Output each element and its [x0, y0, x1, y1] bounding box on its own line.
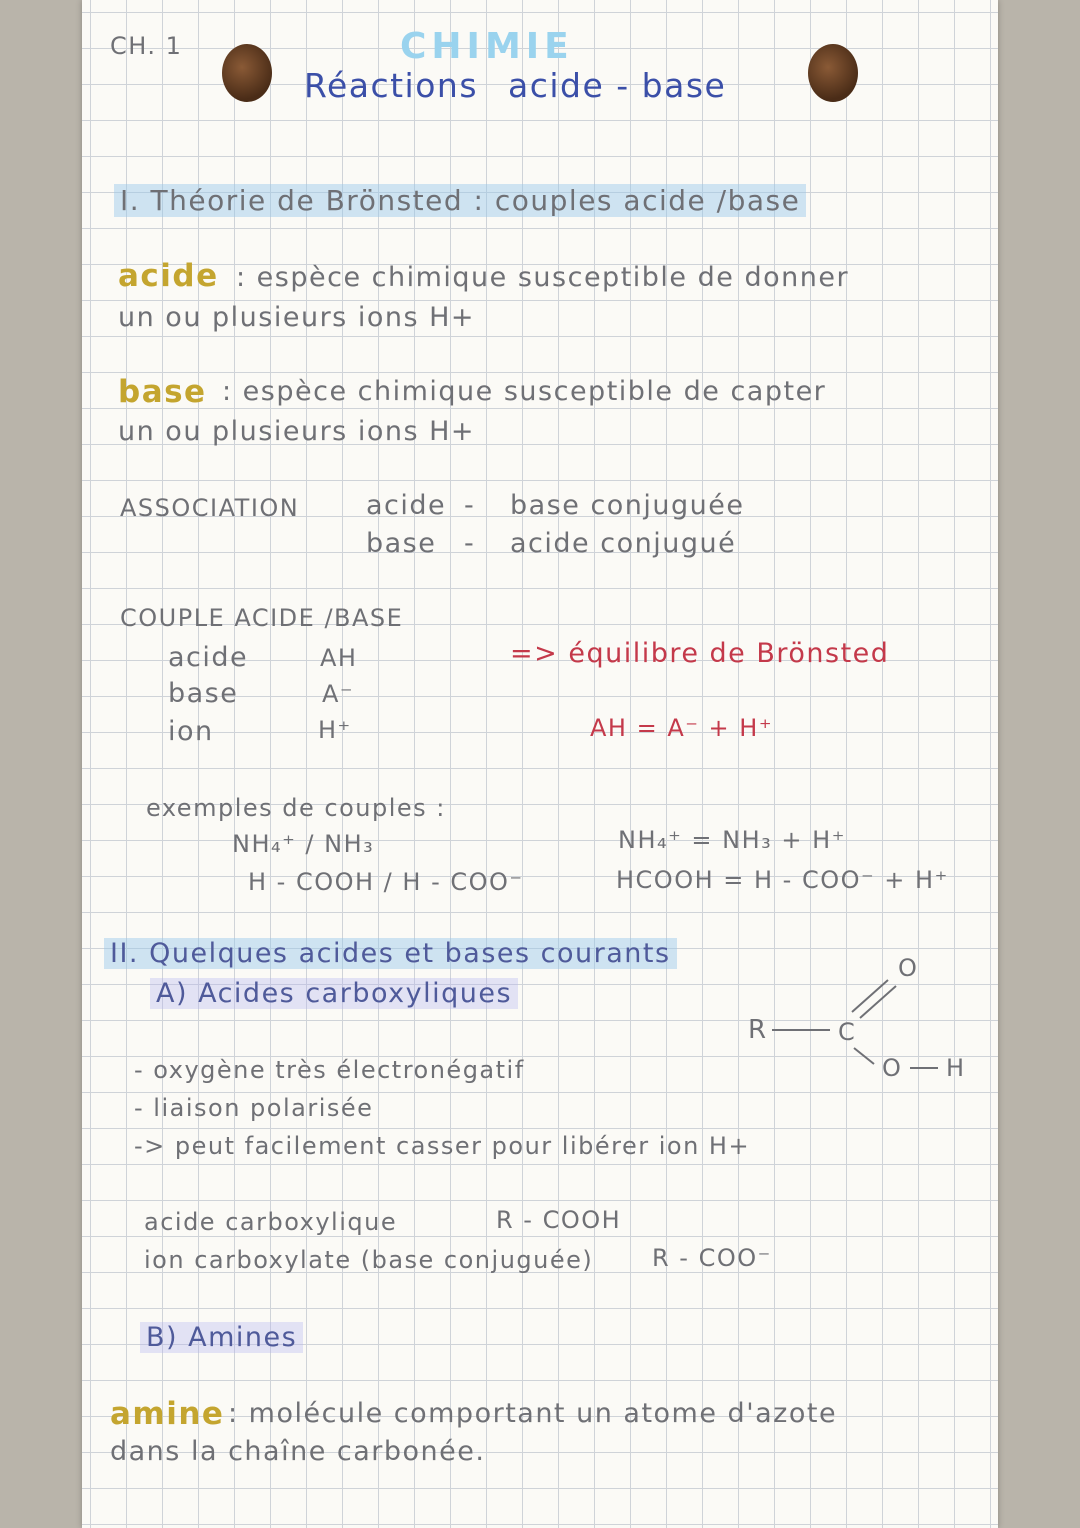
acid-formula: R - COOH [496, 1206, 622, 1234]
carboxyl-structure-diagram [732, 946, 992, 1086]
couple-name: ion [168, 716, 214, 747]
acide-definition-line1: : espèce chimique susceptible de donner [236, 262, 850, 293]
examples-label: exemples de couples : [146, 794, 446, 822]
ion-formula: R - COO⁻ [652, 1244, 772, 1272]
couple-row-base [168, 678, 238, 709]
punch-hole-icon [808, 44, 858, 102]
term-acide: acide [118, 258, 219, 294]
subsection-a-heading: A) Acides carboxyliques [150, 978, 518, 1009]
double-bond-line [860, 986, 896, 1018]
title-right: acide - base [508, 66, 727, 105]
bond-c-o [854, 1048, 874, 1064]
couple-name: acide [168, 642, 249, 673]
association-label: ASSOCIATION [120, 494, 300, 522]
couple-name: base [168, 678, 239, 709]
note-line: - oxygène très électronégatif [134, 1056, 525, 1084]
section-2-heading: II. Quelques acides et bases courants [104, 938, 677, 969]
couple-symbol: H⁺ [318, 716, 352, 744]
association-1-left: acide [366, 490, 447, 521]
chapter-label: CH. 1 [110, 32, 183, 60]
association-2-dash: - [464, 528, 476, 559]
note-line: -> peut facilement casser pour libérer ion H+ [134, 1132, 751, 1160]
example-couple: NH₄⁺ / NH₃ [232, 830, 375, 858]
equilibrium-label: => équilibre de Brönsted [510, 638, 890, 669]
example-equation: HCOOH = H - COO⁻ + H⁺ [616, 866, 949, 894]
acid-label: acide carboxylique [144, 1208, 398, 1236]
example-equation: NH₄⁺ = NH₃ + H⁺ [618, 826, 846, 854]
subsection-b-heading: B) Amines [140, 1322, 303, 1353]
couple-row-acide [168, 642, 248, 673]
subject-title: CHIMIE [400, 26, 574, 67]
association-2-right: acide conjugué [510, 528, 737, 559]
couple-symbol: AH [320, 644, 358, 672]
structure-c: C [838, 1018, 855, 1046]
base-definition-line1: : espèce chimique susceptible de capter [222, 376, 827, 407]
title-left: Réactions [304, 66, 479, 105]
couple-symbol: A⁻ [322, 680, 355, 708]
term-amine: amine [110, 1396, 225, 1432]
association-1-dash: - [464, 490, 476, 521]
amine-definition-line1: : molécule comportant un atome d'azote [228, 1398, 838, 1429]
structure-o-bottom: O [882, 1054, 901, 1082]
association-2-left: base [366, 528, 437, 559]
structure-o-top: O [898, 954, 917, 982]
double-bond-line [852, 980, 888, 1012]
couple-row-ion [168, 716, 214, 747]
amine-definition-line2: dans la chaîne carbonée. [110, 1436, 486, 1467]
section-1-heading: I. Théorie de Brönsted : couples acide /base [114, 184, 806, 217]
structure-r: R [748, 1015, 767, 1045]
acide-definition-line2: un ou plusieurs ions H+ [118, 302, 476, 333]
punch-hole-icon [222, 44, 272, 102]
term-base: base [118, 374, 207, 410]
example-couple: H - COOH / H - COO⁻ [248, 868, 524, 896]
note-line: - liaison polarisée [134, 1094, 374, 1122]
structure-h: H [946, 1054, 965, 1082]
couple-heading: COUPLE ACIDE /BASE [120, 604, 404, 632]
ion-label: ion carboxylate (base conjuguée) [144, 1246, 594, 1274]
notebook-page [82, 0, 998, 1528]
base-definition-line2: un ou plusieurs ions H+ [118, 416, 476, 447]
equilibrium-equation: AH = A⁻ + H⁺ [590, 714, 773, 742]
association-1-right: base conjuguée [510, 490, 745, 521]
